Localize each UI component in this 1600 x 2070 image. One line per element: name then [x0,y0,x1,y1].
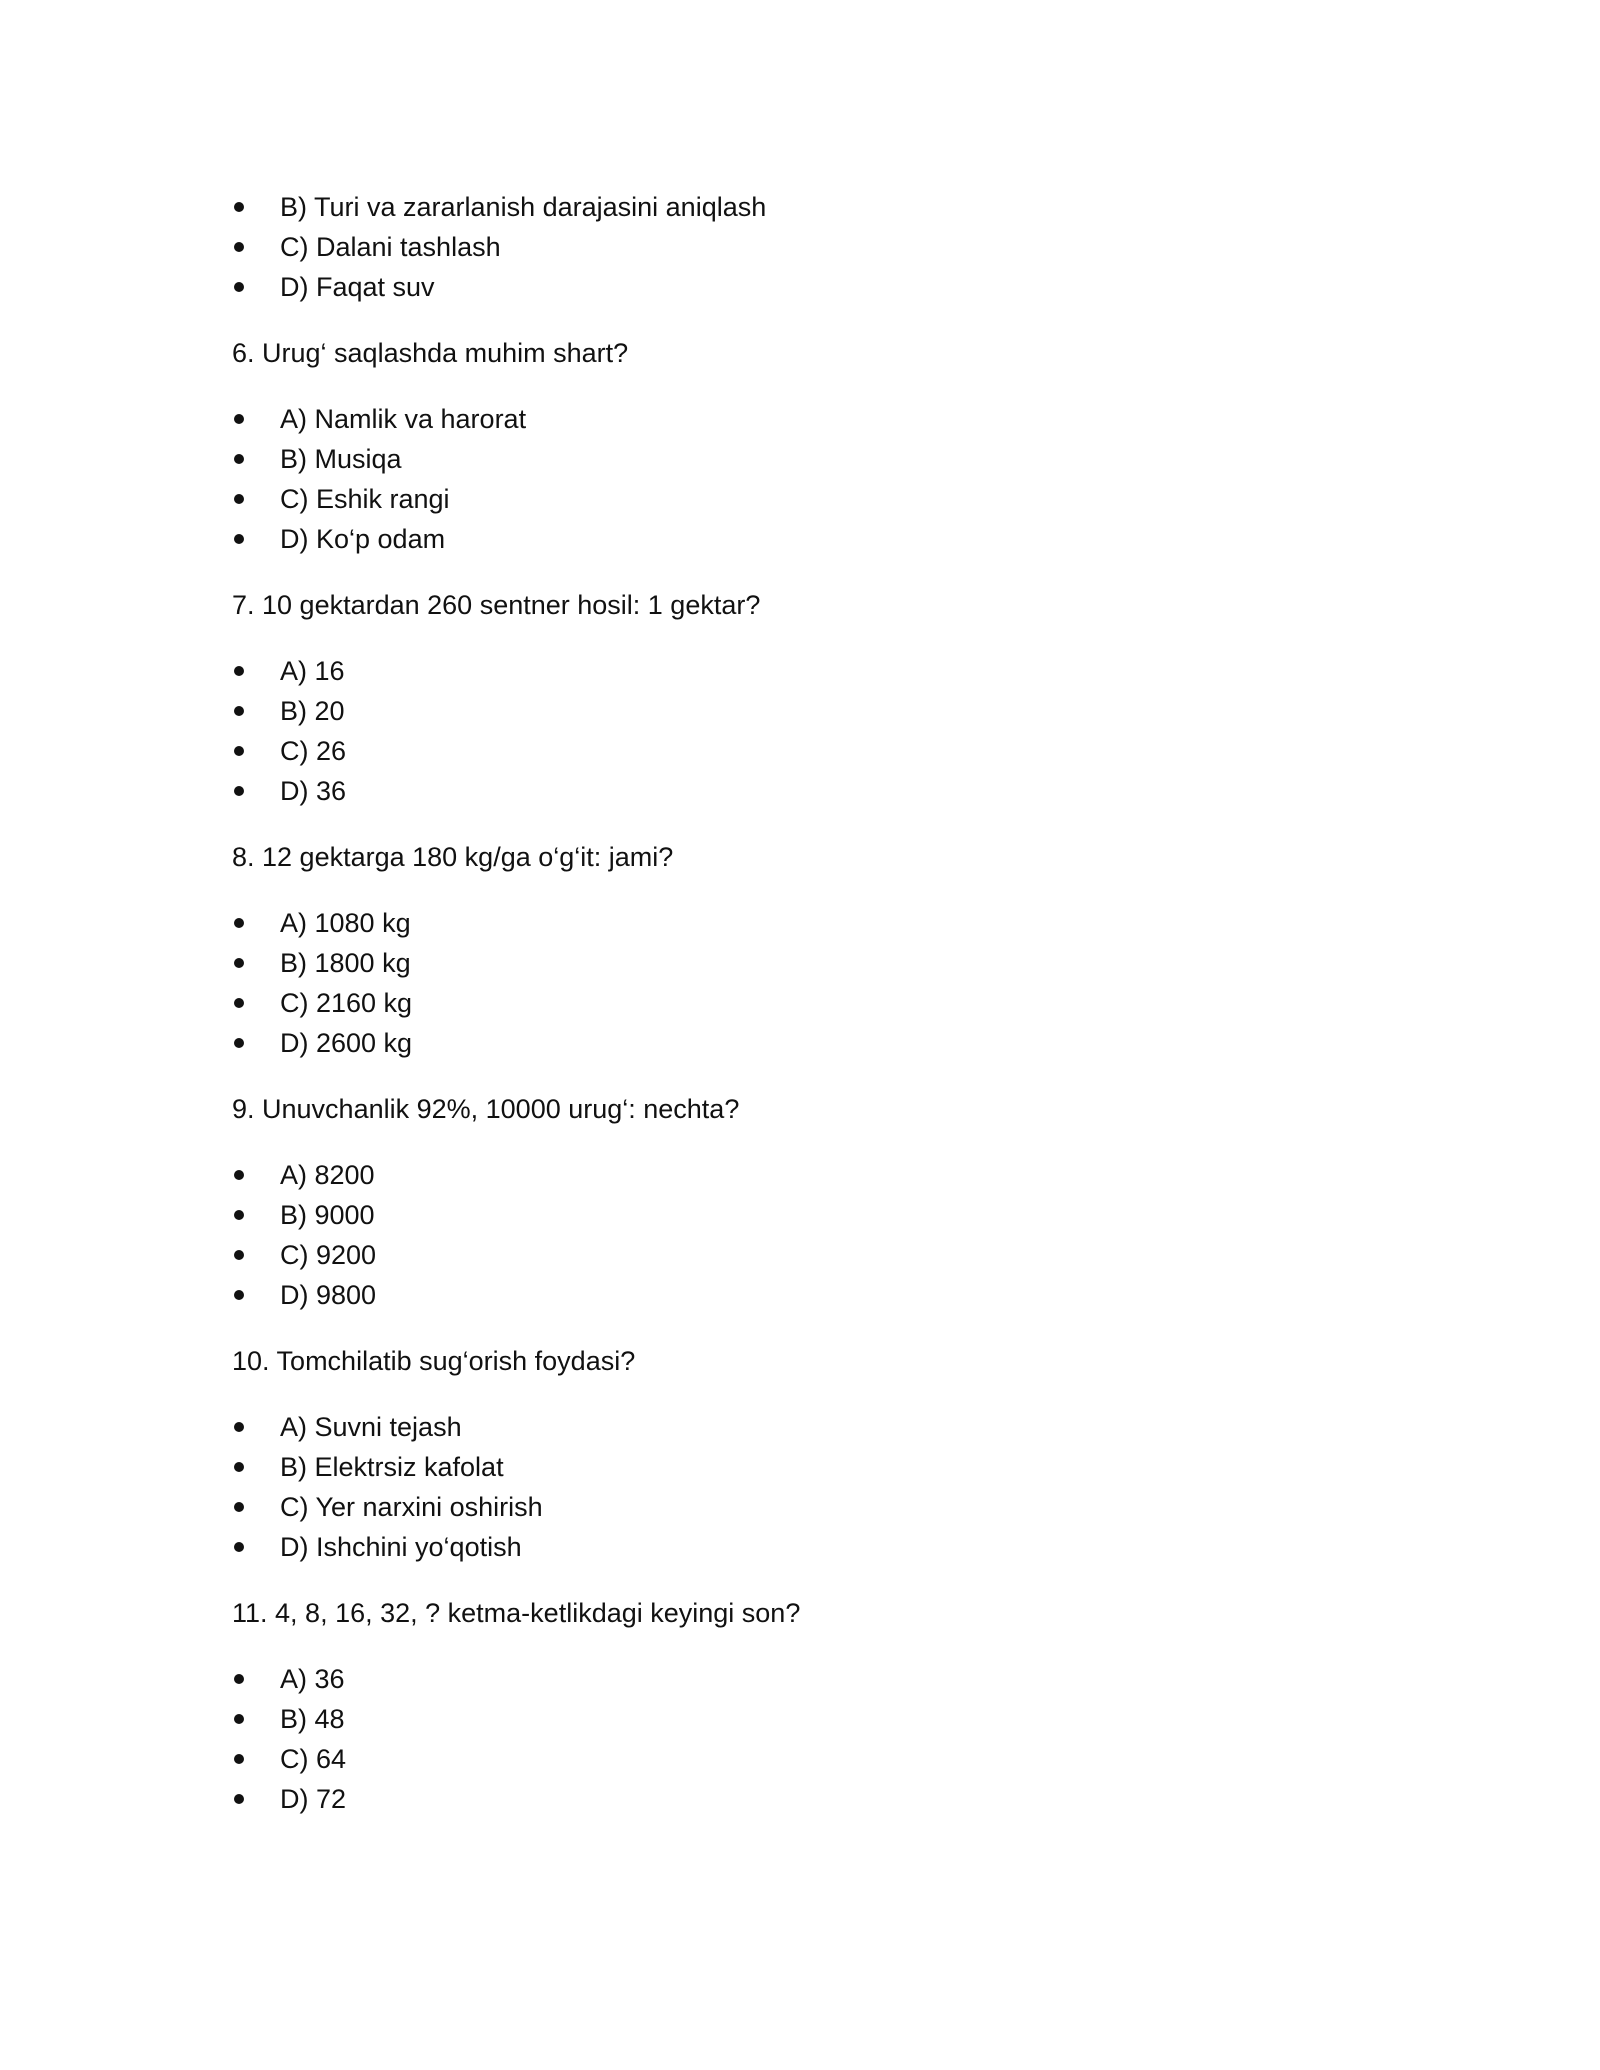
bullet-icon [234,1210,244,1220]
option-item [232,1447,1382,1487]
option-item [232,267,1382,307]
option-label: B) 1800 kg [280,948,411,978]
option-item [232,439,1382,479]
bullet-icon [234,1714,244,1724]
option-item [232,1487,1382,1527]
option-item [232,227,1382,267]
bullet-icon [234,1038,244,1048]
bullet-icon [234,1502,244,1512]
option-label: C) 64 [280,1744,347,1774]
option-label: C) 2160 kg [280,988,413,1018]
option-item [232,1407,1382,1447]
question-11 [232,1593,1382,1819]
quiz-content [232,187,1382,1845]
question-text: 6. Urug‘ saqlashda muhim shart? [232,338,629,368]
option-label: A) Suvni tejash [280,1412,462,1442]
option-item [232,983,1382,1023]
option-label: A) 36 [280,1664,345,1694]
option-label: D) Ishchini yo‘qotish [280,1532,522,1562]
bullet-icon [234,998,244,1008]
bullet-icon [234,282,244,292]
option-item [232,1699,1382,1739]
question-text: 8. 12 gektarga 180 kg/ga o‘g‘it: jami? [232,842,674,872]
option-list [232,1155,1382,1315]
option-list [232,399,1382,559]
bullet-icon [234,746,244,756]
option-item [232,519,1382,559]
option-item [232,1527,1382,1567]
option-label: A) Namlik va harorat [280,404,527,434]
bullet-icon [234,1422,244,1432]
option-label: B) 20 [280,696,345,726]
bullet-icon [234,1462,244,1472]
bullet-icon [234,1250,244,1260]
option-label: B) Elektrsiz kafolat [280,1452,504,1482]
option-label: C) Dalani tashlash [280,232,501,262]
option-list [232,1407,1382,1567]
option-item [232,1195,1382,1235]
option-label: B) Musiqa [280,444,402,474]
option-item [232,771,1382,811]
bullet-icon [234,534,244,544]
option-item [232,1659,1382,1699]
option-label: D) Faqat suv [280,272,435,302]
option-label: A) 1080 kg [280,908,411,938]
bullet-icon [234,1674,244,1684]
option-item [232,651,1382,691]
option-item [232,1235,1382,1275]
option-label: B) Turi va zararlanish darajasini aniqlash [280,192,767,222]
option-item [232,1739,1382,1779]
option-list [232,903,1382,1063]
question-text: 9. Unuvchanlik 92%, 10000 urug‘: nechta? [232,1094,740,1124]
bullet-icon [234,958,244,968]
option-item [232,399,1382,439]
bullet-icon [234,918,244,928]
bullet-icon [234,706,244,716]
question-10 [232,1341,1382,1567]
option-label: B) 9000 [280,1200,375,1230]
bullet-icon [234,454,244,464]
option-item [232,903,1382,943]
option-label: C) 9200 [280,1240,377,1270]
bullet-icon [234,1290,244,1300]
option-item [232,1275,1382,1315]
question-text: 7. 10 gektardan 260 sentner hosil: 1 gektar? [232,590,761,620]
option-list [232,651,1382,811]
option-label: D) Ko‘p odam [280,524,446,554]
bullet-icon [234,1794,244,1804]
bullet-icon [234,786,244,796]
option-item [232,943,1382,983]
option-label: D) 36 [280,776,347,806]
option-item [232,1779,1382,1819]
option-item [232,1023,1382,1063]
option-item [232,187,1382,227]
question-8 [232,837,1382,1063]
question-7 [232,585,1382,811]
option-list [232,1659,1382,1819]
option-label: C) Eshik rangi [280,484,450,514]
option-label: D) 72 [280,1784,347,1814]
bullet-icon [234,202,244,212]
question-text: 11. 4, 8, 16, 32, ? ketma-ketlikdagi keyingi son? [232,1598,801,1628]
bullet-icon [234,666,244,676]
question-9 [232,1089,1382,1315]
option-item [232,479,1382,519]
option-label: B) 48 [280,1704,345,1734]
bullet-icon [234,242,244,252]
option-label: C) Yer narxini oshirish [280,1492,543,1522]
bullet-icon [234,1170,244,1180]
option-item [232,731,1382,771]
option-label: D) 9800 [280,1280,377,1310]
question-text: 10. Tomchilatib sug‘orish foydasi? [232,1346,636,1376]
continuation-option-list [232,187,1382,307]
option-label: A) 16 [280,656,345,686]
bullet-icon [234,1542,244,1552]
bullet-icon [234,414,244,424]
option-label: C) 26 [280,736,347,766]
option-item [232,1155,1382,1195]
option-label: A) 8200 [280,1160,375,1190]
option-item [232,691,1382,731]
question-6 [232,333,1382,559]
bullet-icon [234,1754,244,1764]
option-label: D) 2600 kg [280,1028,413,1058]
bullet-icon [234,494,244,504]
